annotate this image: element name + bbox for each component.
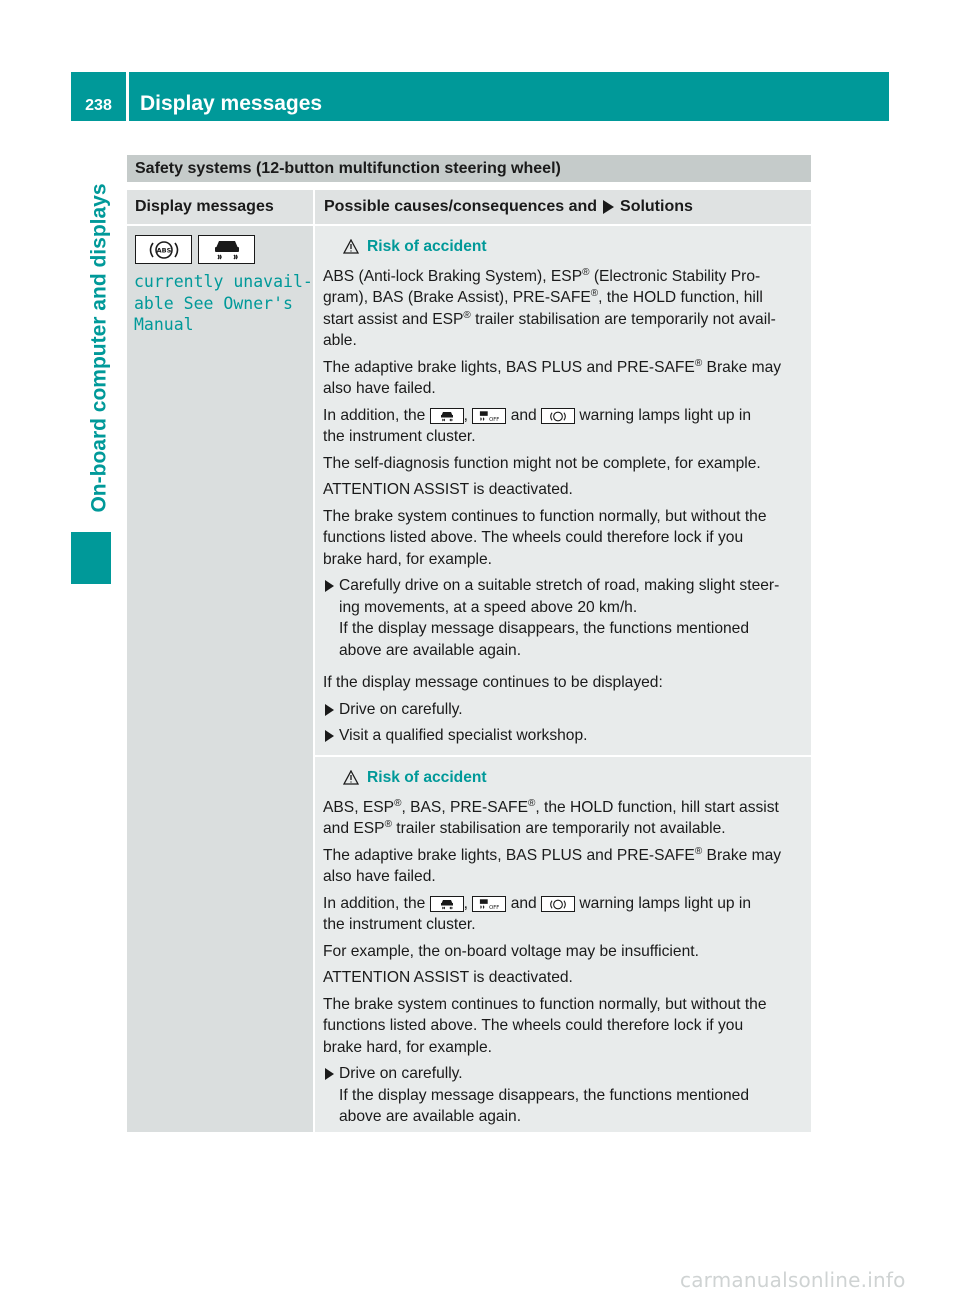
arrow-right-icon (603, 200, 614, 214)
display-message-text (134, 271, 313, 336)
paragraph: ATTENTION ASSIST is deactivated. (323, 481, 573, 498)
message-line-3: Manual (134, 315, 194, 334)
warning-text: Risk of accident (367, 769, 487, 786)
solution-step: Drive on carefully. If the display message disappears, the functions mentioned above are available again. (323, 1063, 805, 1128)
page-number-text: 238 (85, 97, 112, 114)
message-line-2: able See Owner's (134, 293, 293, 313)
paragraph: In addition, the , OFF and warning lamps light up in the instrument cluster. (323, 406, 752, 445)
svg-text:OFF: OFF (489, 904, 500, 911)
abs-icon (541, 896, 575, 912)
warning-text: Risk of accident (367, 238, 487, 255)
paragraph: The brake system continues to function normally, but without the functions listed above. The wheels could therefore lock if you brake hard, for example. (323, 507, 767, 568)
paragraph: The brake system continues to function normally, but without the functions listed above. The wheels could therefore lock if you brake hard, for example. (323, 995, 767, 1056)
solution-step: Drive on carefully. (323, 699, 805, 721)
esp-skid-icon (198, 235, 255, 264)
side-chapter-marker (71, 532, 111, 584)
esp-skid-icon (430, 896, 464, 912)
column-header-left-text: Display messages (135, 198, 274, 215)
paragraph: If the display message continues to be displayed: (323, 674, 663, 691)
message-icons (135, 235, 255, 264)
svg-text:ABS: ABS (156, 246, 171, 254)
section-title (127, 155, 811, 182)
section-title-text: Safety systems (12-button multifunction steering wheel) (135, 159, 561, 177)
display-message-cell (127, 226, 313, 1132)
page-title: Display messages (140, 92, 323, 115)
column-header-display-messages (127, 190, 313, 224)
watermark-link[interactable]: carmanualsonline.info (680, 1268, 906, 1292)
side-chapter-label: On-board computer and displays (88, 182, 111, 513)
svg-text:OFF: OFF (489, 416, 500, 423)
step-arrow-icon (325, 704, 334, 716)
paragraph: In addition, the , OFF and warning lamps light up in the instrument cluster. (323, 894, 752, 933)
column-header-solutions-text: Solutions (620, 198, 693, 215)
esp-off-icon (472, 896, 506, 912)
side-chapter-tab (88, 165, 112, 530)
paragraph: For example, the on-board voltage may be insufficient. (323, 942, 699, 960)
paragraph: The self-diagnosis function might not be complete, for example. (323, 454, 761, 472)
step-arrow-icon (325, 580, 334, 592)
esp-skid-icon (430, 408, 464, 424)
paragraph: ABS, ESP®, BAS, PRE-SAFE®, the HOLD function, hill start assist and ESP® trailer stabilisation are temporarily not available. (323, 797, 779, 837)
solution-step: Visit a qualified specialist workshop. (323, 725, 805, 747)
paragraph: ABS (Anti-lock Braking System), ESP® (Electronic Stability Pro- gram), BAS (Brake Assist), PRE-SAFE®, the HOLD function, hill start assist and ESP® trailer stabilisation are temporarily not avail- able. (323, 266, 776, 349)
solution-step: Carefully drive on a suitable stretch of road, making slight steer- ing movements, at a speed above 20 km/h. If the display message disappears, the functions mentioned above are available again. (323, 575, 805, 661)
causes-cell-2 (315, 757, 811, 1132)
paragraph: ATTENTION ASSIST is deactivated. (323, 969, 573, 986)
causes-cell-1 (315, 226, 811, 755)
step-arrow-icon (325, 730, 334, 742)
step-arrow-icon (325, 1068, 334, 1080)
page-header (129, 72, 889, 121)
warning-heading (323, 236, 805, 258)
abs-icon (135, 235, 192, 264)
abs-icon (541, 408, 575, 424)
page-number (71, 72, 126, 121)
warning-heading (323, 767, 805, 789)
paragraph: The adaptive brake lights, BAS PLUS and PRE-SAFE® Brake may also have failed. (323, 357, 782, 397)
warning-triangle-icon (343, 239, 359, 254)
paragraph: The adaptive brake lights, BAS PLUS and PRE-SAFE® Brake may also have failed. (323, 845, 782, 885)
message-line-1: currently unavail- (134, 272, 313, 291)
warning-triangle-icon (343, 770, 359, 785)
column-header-right-text: Possible causes/consequences and (324, 198, 598, 215)
esp-off-icon (472, 408, 506, 424)
column-header-causes-solutions (315, 190, 811, 224)
